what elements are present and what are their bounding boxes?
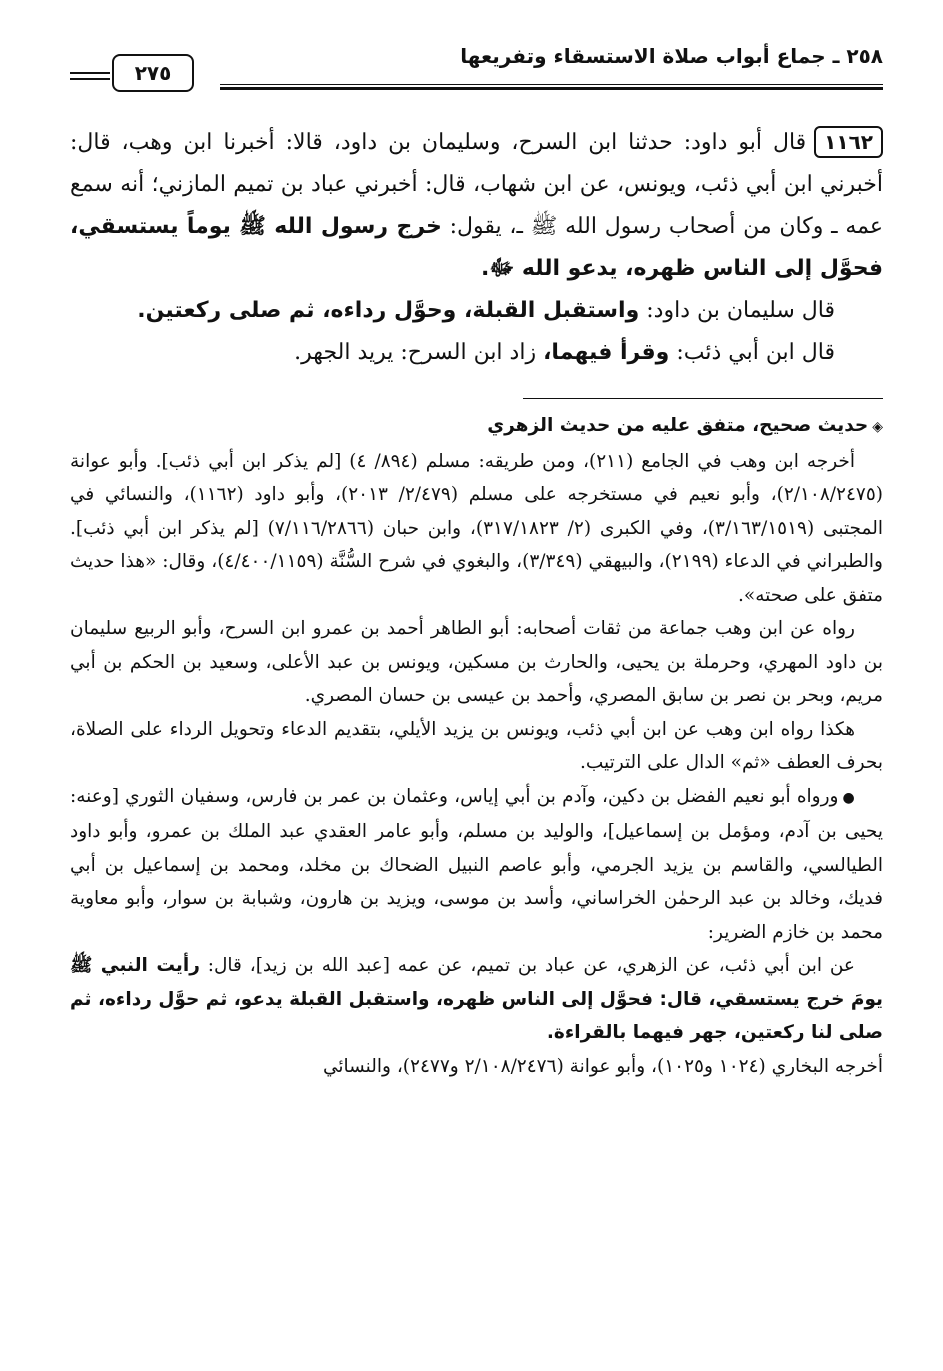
book-page bbox=[70, 36, 883, 1361]
chapter-title: ٢٥٨ ـ جماع أبواب صلاة الاستسقاء وتفريعها bbox=[460, 44, 883, 68]
hadith-text bbox=[70, 122, 883, 374]
footnote-divider bbox=[523, 398, 883, 399]
commentary-paragraph-2: رواه عن ابن وهب جماعة من ثقات أصحابه: أبو الطاهر أحمد بن عمرو ابن السرح، وأبو الربيع سليمان بن داود المهري، وحرملة بن يحيى، والحارث بن مسكين، ويونس بن عبد الأعلى، وسعيد بن الحكم بن أبي مريم، وبحر بن نصر بن سابق المصري، وأحمد بن عيسى بن حسان المصري. bbox=[70, 618, 883, 706]
hadith-matn: خرج رسول الله ﷺ يوماً يستسقي، فحوَّل إلى الناس ظهره، يدعو الله ﷻ. bbox=[70, 214, 883, 281]
commentary bbox=[70, 409, 883, 1083]
hadith-paragraph-1 bbox=[70, 122, 883, 290]
commentary-paragraph-5-bold: رأيت النبي ﷺ يومَ خرج يستسقي، قال: فحوَّل إلى الناس ظهره، واستقبل القبلة يدعو، ثم حوَّل رداءه، ثم صلى لنا ركعتين، جهر فيهما بالقراءة. bbox=[70, 955, 883, 1043]
commentary-heading bbox=[70, 409, 883, 445]
commentary-paragraph-5-intro: عن ابن أبي ذئب، عن الزهري، عن عباد بن تميم، عن عمه [عبد الله بن زيد]، قال: bbox=[199, 955, 855, 976]
page-number-badge: ٢٧٥ bbox=[112, 54, 194, 92]
commentary-paragraph-5 bbox=[70, 949, 883, 1050]
hadith-isnad: قال أبو داود: حدثنا ابن السرح، وسليمان بن داود، قالا: أخبرنا ابن وهب، قال: أخبرني ابن أبي ذئب، ويونس، عن ابن شهاب، قال: أخبرني عباد بن تميم المازني؛ أنه سمع عمه ـ وكان من أصحاب رسول الله ﷺ ـ، يقول: bbox=[70, 130, 883, 239]
hadith-addition-intro: قال سليمان بن داود: bbox=[639, 298, 835, 323]
hadith-addition2-text: وقرأ فيهما، bbox=[543, 340, 670, 365]
hadith-paragraph-3 bbox=[70, 332, 883, 374]
header-rule-thin bbox=[220, 84, 883, 85]
header-rule-left bbox=[70, 72, 110, 74]
hadith-addition-text: واستقبل القبلة، وحوَّل رداءه، ثم صلى ركعتين. bbox=[137, 298, 640, 323]
commentary-paragraph-4 bbox=[70, 780, 883, 950]
grade-marker-icon: ◈ bbox=[872, 419, 883, 435]
commentary-paragraph-4-text: ورواه أبو نعيم الفضل بن دكين، وآدم بن أبي إياس، وعثمان بن عمر بن فارس، وسفيان الثوري [وعنه: يحيى بن آدم، ومؤمل بن إسماعيل]، والوليد بن مسلم، وأبو عامر العقدي عبد الملك بن عمرو، وأبو داود الطيالسي، والقاسم بن يزيد الجرمي، وأبو عاصم النبيل الضحاك بن مخلد، ومحمد بن إسماعيل بن أبي فديك، وخالد بن عبد الرحمٰن الخراساني، وأسد بن موسى، ويزيد بن هارون، وشبابة بن سوار، وأبو معاوية محمد بن خازم الضرير: bbox=[70, 785, 883, 943]
page-header bbox=[70, 36, 883, 94]
commentary-paragraph-1: أخرجه ابن وهب في الجامع (٢١١)، ومن طريقه: مسلم (٨٩٤/ ٤) [لم يذكر ابن أبي ذئب]. وأبو عوانة (٢/١٠٨/٢٤٧٥)، وأبو نعيم في مستخرجه على مسلم (٢/٤٧٩/ ٢٠١٣)، وأبو داود (١١٦٢)، والنسائي في المجتبى (٣/١٦٣/١٥١٩)، وفي الكبرى (٢/ ٣١٧/١٨٢٣)، وابن حبان (٧/١١٦/٢٨٦٦) [لم يذكر ابن أبي ذئب]. والطبراني في الدعاء (٢١٩٩)، والبيهقي (٣/٣٤٩)، والبغوي في شرح السُّنَّة (٤/٤٠٠/١١٥٩)، وقال: «هذا حديث متفق على صحته». bbox=[70, 450, 883, 606]
header-rule-left-2 bbox=[70, 78, 110, 80]
commentary-heading-text: حديث صحيح، متفق عليه من حديث الزهري bbox=[487, 415, 869, 436]
hadith-paragraph-2 bbox=[70, 290, 883, 332]
commentary-paragraph-3: هكذا رواه ابن وهب عن ابن أبي ذئب، ويونس بن يزيد الأيلي، بتقديم الدعاء وتحويل الرداء على الصلاة، بحرف العطف «ثم» الدال على الترتيب. bbox=[70, 718, 883, 773]
commentary-paragraph-6: أخرجه البخاري (١٠٢٤ و١٠٢٥)، وأبو عوانة (٢/١٠٨/٢٤٧٦ و٢٤٧٧)، والنسائي bbox=[322, 1055, 883, 1077]
header-rule-thick bbox=[220, 87, 883, 90]
hadith-addition2-intro: قال ابن أبي ذئب: bbox=[669, 340, 835, 365]
bullet-icon: ● bbox=[842, 789, 855, 806]
hadith-addition2-rest: زاد ابن السرح: يريد الجهر. bbox=[294, 340, 544, 365]
hadith-number-badge: ١١٦٢ bbox=[814, 126, 883, 158]
